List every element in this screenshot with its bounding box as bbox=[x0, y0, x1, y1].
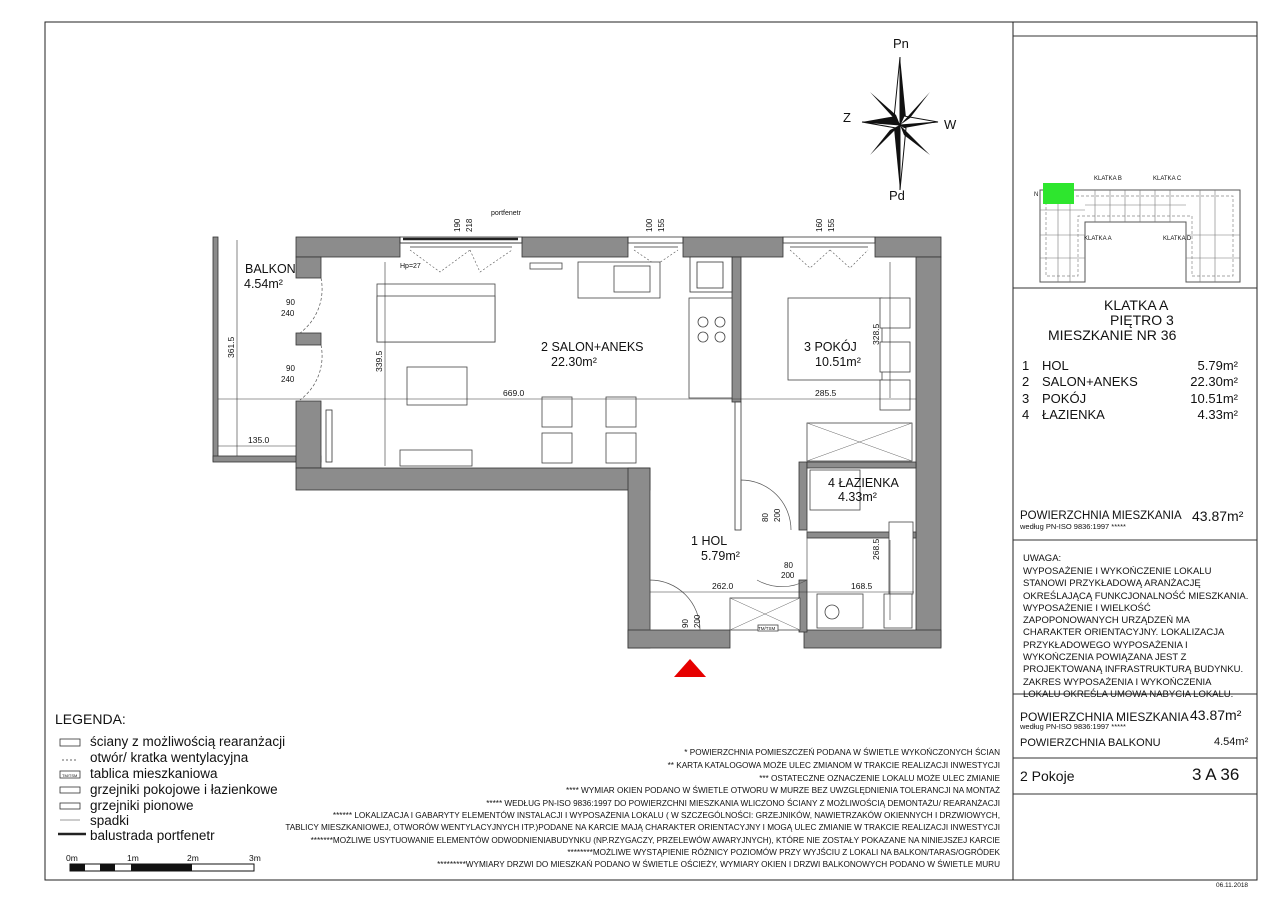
svg-text:2m: 2m bbox=[187, 853, 199, 863]
svg-text:155: 155 bbox=[657, 218, 666, 232]
svg-text:160: 160 bbox=[815, 218, 824, 232]
footnote: * POWIERZCHNIA POMIESZCZEŃ PODANA W ŚWIETLE WYKOŃCZONYCH ŚCIAN bbox=[684, 748, 1000, 757]
balkon-area: 4.54m² bbox=[244, 277, 283, 291]
svg-text:168.5: 168.5 bbox=[851, 581, 873, 591]
info-pietro: PIĘTRO 3 bbox=[1110, 312, 1174, 328]
compass-east-label: W bbox=[944, 117, 957, 132]
room-lazienka-area: 4.33m² bbox=[838, 490, 877, 504]
footnote: ****** LOKALIZACJA I GABARYTY ELEMENTÓW INSTALACJI I WYPOSAŻENIA LOKALU ( W SZCZEGÓLNOŚCI: GRZEJNIKÓW, NAWIETRZAKÓW OKIENNYCH I DRZWIOWYCH, bbox=[332, 811, 1000, 820]
room-pokoj-num: 3 bbox=[804, 340, 811, 354]
info-balkon-value: 4.54m² bbox=[1214, 736, 1249, 748]
svg-text:262.0: 262.0 bbox=[712, 581, 734, 591]
svg-text:4 ŁAZIENKA bbox=[828, 476, 900, 490]
legend-item: grzejniki pionowe bbox=[90, 798, 194, 813]
room-pokoj-name: POKÓJ bbox=[814, 340, 857, 354]
legend-item: ściany z możliwością rearanżacji bbox=[90, 734, 286, 749]
svg-text:155: 155 bbox=[827, 218, 836, 232]
info-total2-note: według PN-ISO 9836:1997 ***** bbox=[1020, 722, 1126, 731]
room-lazienka-num: 4 bbox=[828, 476, 835, 490]
footnote: *******MOŻLIWE USYTUOWANIE ELEMENTÓW ODWODNIENIABUDYNKU (NP.RZYGACZY, PRZELEWÓW AWARYJNYCH), KTÓRE NIE ZOSTAŁY POKAZANE NA NINIEJSZEJ KARCIE bbox=[310, 836, 1000, 845]
keyplan-north-mark: N bbox=[1034, 192, 1039, 198]
svg-text:328.5: 328.5 bbox=[871, 323, 881, 345]
info-mieszkanie: MIESZKANIE NR 36 bbox=[1048, 327, 1177, 343]
svg-text:0m: 0m bbox=[66, 853, 78, 863]
compass-west-label: Z bbox=[843, 110, 851, 125]
legend-item: tablica mieszkaniowa bbox=[90, 766, 218, 781]
info-total2-label: POWIERZCHNIA MIESZKANIA bbox=[1020, 710, 1189, 724]
svg-text:1 HOL bbox=[691, 534, 727, 548]
footnote: **** WYMIAR OKIEN PODANO W ŚWIETLE OTWORU W MURZE BEZ UWZGLĘDNIENIA TOLERANCJI NA MONTAŻ bbox=[566, 786, 1000, 795]
svg-text:90: 90 bbox=[286, 298, 295, 307]
svg-text:200: 200 bbox=[781, 571, 795, 580]
svg-text:1m: 1m bbox=[127, 853, 139, 863]
svg-text:2 SALON+ANEKS bbox=[541, 340, 644, 354]
svg-text:268.5: 268.5 bbox=[871, 538, 881, 560]
svg-text:portfenetr: portfenetr bbox=[491, 210, 521, 217]
footnote: ***** WEDŁUG PN-ISO 9836:1997 DO POWIERZCHNI MIESZKANIA WLICZONO ŚCIANY Z MOŻLIWOŚCIĄ DEMONTAŻU/ REARANŻACJI bbox=[486, 799, 1000, 808]
svg-text:669.0: 669.0 bbox=[503, 388, 525, 398]
svg-text:80: 80 bbox=[784, 561, 793, 570]
keyplan-label-klatka-c: KLATKA C bbox=[1153, 176, 1182, 182]
compass-south-label: Pd bbox=[889, 188, 905, 203]
svg-text:285.5: 285.5 bbox=[815, 388, 837, 398]
svg-text:339.5: 339.5 bbox=[374, 350, 384, 372]
apartment-highlight bbox=[1043, 183, 1074, 204]
legend-item: spadki bbox=[90, 813, 130, 828]
room-salon-name: SALON+ANEKS bbox=[551, 340, 644, 354]
compass-rose bbox=[862, 57, 938, 190]
info-klatka: KLATKA A bbox=[1104, 297, 1169, 313]
svg-text:240: 240 bbox=[281, 375, 295, 384]
compass-north-label: Pn bbox=[893, 36, 909, 51]
info-total-label: POWIERZCHNIA MIESZKANIA bbox=[1020, 510, 1182, 522]
room-hol-num: 1 bbox=[691, 534, 698, 548]
info-pokoje: 2 Pokoje bbox=[1020, 768, 1075, 784]
footnote: ********MOŻLIWE WYSTĄPIENIE RÓŻNICY POZIOMÓW PRZY WYJŚCIU Z LOKALI NA BALKON/TARAS/OGRÓDEK bbox=[567, 848, 1000, 857]
scale-labels bbox=[66, 853, 261, 863]
keyplan-label-klatka-a: KLATKA A bbox=[1084, 236, 1112, 242]
legend-item: otwór/ kratka wentylacyjna bbox=[90, 750, 249, 765]
svg-text:Hp=27: Hp=27 bbox=[400, 263, 421, 270]
svg-text:100: 100 bbox=[645, 218, 654, 232]
uwaga-text: WYPOSAŻENIE I WYKOŃCZENIE LOKALU STANOWI PRZYKŁADOWĄ ARANŻACJĘ OKREŚLAJĄCĄ FUNKCJONALNOŚĆ MIESZKANIA. WYPOSAŻENIE I WIELKOŚĆ ZAPOPONOWANYCH URZĄDZEŃ MA CHARAKTER ORIENTACYJNY. LOKALIZACJA PRZYKŁADOWEGO WYPOSAŻENIA I WYKOŃCZENIA POWIĄZANA JEST Z PROJEKTOWANĄ INFRASTRUKTURĄ BUDYNKU. ZAKRES WYPOSAŻENIA I WYKOŃCZENIA LOKALU OKREŚLA UMOWA NABYCIA LOKALU. bbox=[1023, 566, 1249, 700]
svg-text:200: 200 bbox=[693, 614, 702, 628]
room-salon-num: 2 bbox=[541, 340, 548, 354]
footnote: *********WYMIARY DRZWI DO MIESZKAŃ PODANO W ŚWIETLE OŚCIEŻY, WYMIARY OKIEN I DRZWI BALKONOWYCH PODANO W ŚWIETLE MURU bbox=[437, 860, 1000, 869]
keyplan-label-klatka-d: KLATKA D bbox=[1163, 236, 1192, 242]
building-key-plan bbox=[1031, 176, 1246, 286]
legend-item: grzejniki pokojowe i łazienkowe bbox=[90, 782, 278, 797]
room-pokoj-area: 10.51m² bbox=[815, 355, 861, 369]
info-balkon-label: POWIERZCHNIA BALKONU bbox=[1020, 737, 1161, 749]
room-salon-area: 22.30m² bbox=[551, 355, 597, 369]
svg-text:190: 190 bbox=[453, 218, 462, 232]
svg-text:240: 240 bbox=[281, 309, 295, 318]
svg-text:TM/TSM: TM/TSM bbox=[758, 626, 776, 631]
svg-text:200: 200 bbox=[773, 508, 782, 522]
footnote: TABLICY MIESZKANIOWEJ, OTWORÓW WENTYLACYJNYCH ITP.)PODANE NA KARCIE MAJĄ CHARAKTER ORIENTACYJNY I MOGĄ ULEC ZMIANIE W TRAKCIE REALIZACJI INWESTYCJI bbox=[285, 823, 1000, 832]
svg-text:90: 90 bbox=[286, 364, 295, 373]
svg-text:3 POKÓJ bbox=[804, 339, 857, 354]
info-total2-value: 43.87m² bbox=[1190, 707, 1242, 723]
keyplan-label-klatka-b: KLATKA B bbox=[1094, 176, 1122, 182]
room-hol-area: 5.79m² bbox=[701, 549, 740, 563]
footnote: *** OSTATECZNE OZNACZENIE LOKALU MOŻE ULEC ZMIANIE bbox=[759, 774, 1000, 783]
svg-text:135.0: 135.0 bbox=[248, 435, 270, 445]
svg-text:80: 80 bbox=[761, 513, 770, 522]
svg-text:361.5: 361.5 bbox=[226, 336, 236, 358]
sheet-date: 06.11.2018 bbox=[1216, 882, 1249, 889]
svg-text:TM/TSM: TM/TSM bbox=[62, 773, 78, 778]
svg-text:90: 90 bbox=[681, 619, 690, 628]
balkon-name: BALKON bbox=[245, 262, 296, 276]
info-code: 3 A 36 bbox=[1192, 765, 1240, 784]
uwaga-title: UWAGA: bbox=[1023, 553, 1062, 564]
footnote: ** KARTA KATALOGOWA MOŻE ULEC ZMIANOM W TRAKCIE REALIZACJI INWESTYCJI bbox=[667, 761, 1000, 770]
legend-item: balustrada portfenetr bbox=[90, 828, 215, 843]
info-total-note: według PN-ISO 9836:1997 ***** bbox=[1020, 522, 1126, 531]
svg-text:218: 218 bbox=[465, 218, 474, 232]
legend-title: LEGENDA: bbox=[55, 711, 126, 727]
info-total-value: 43.87m² bbox=[1192, 508, 1244, 524]
svg-text:3m: 3m bbox=[249, 853, 261, 863]
room-lazienka-name: ŁAZIENKA bbox=[838, 476, 899, 490]
room-hol-name: HOL bbox=[701, 534, 728, 548]
